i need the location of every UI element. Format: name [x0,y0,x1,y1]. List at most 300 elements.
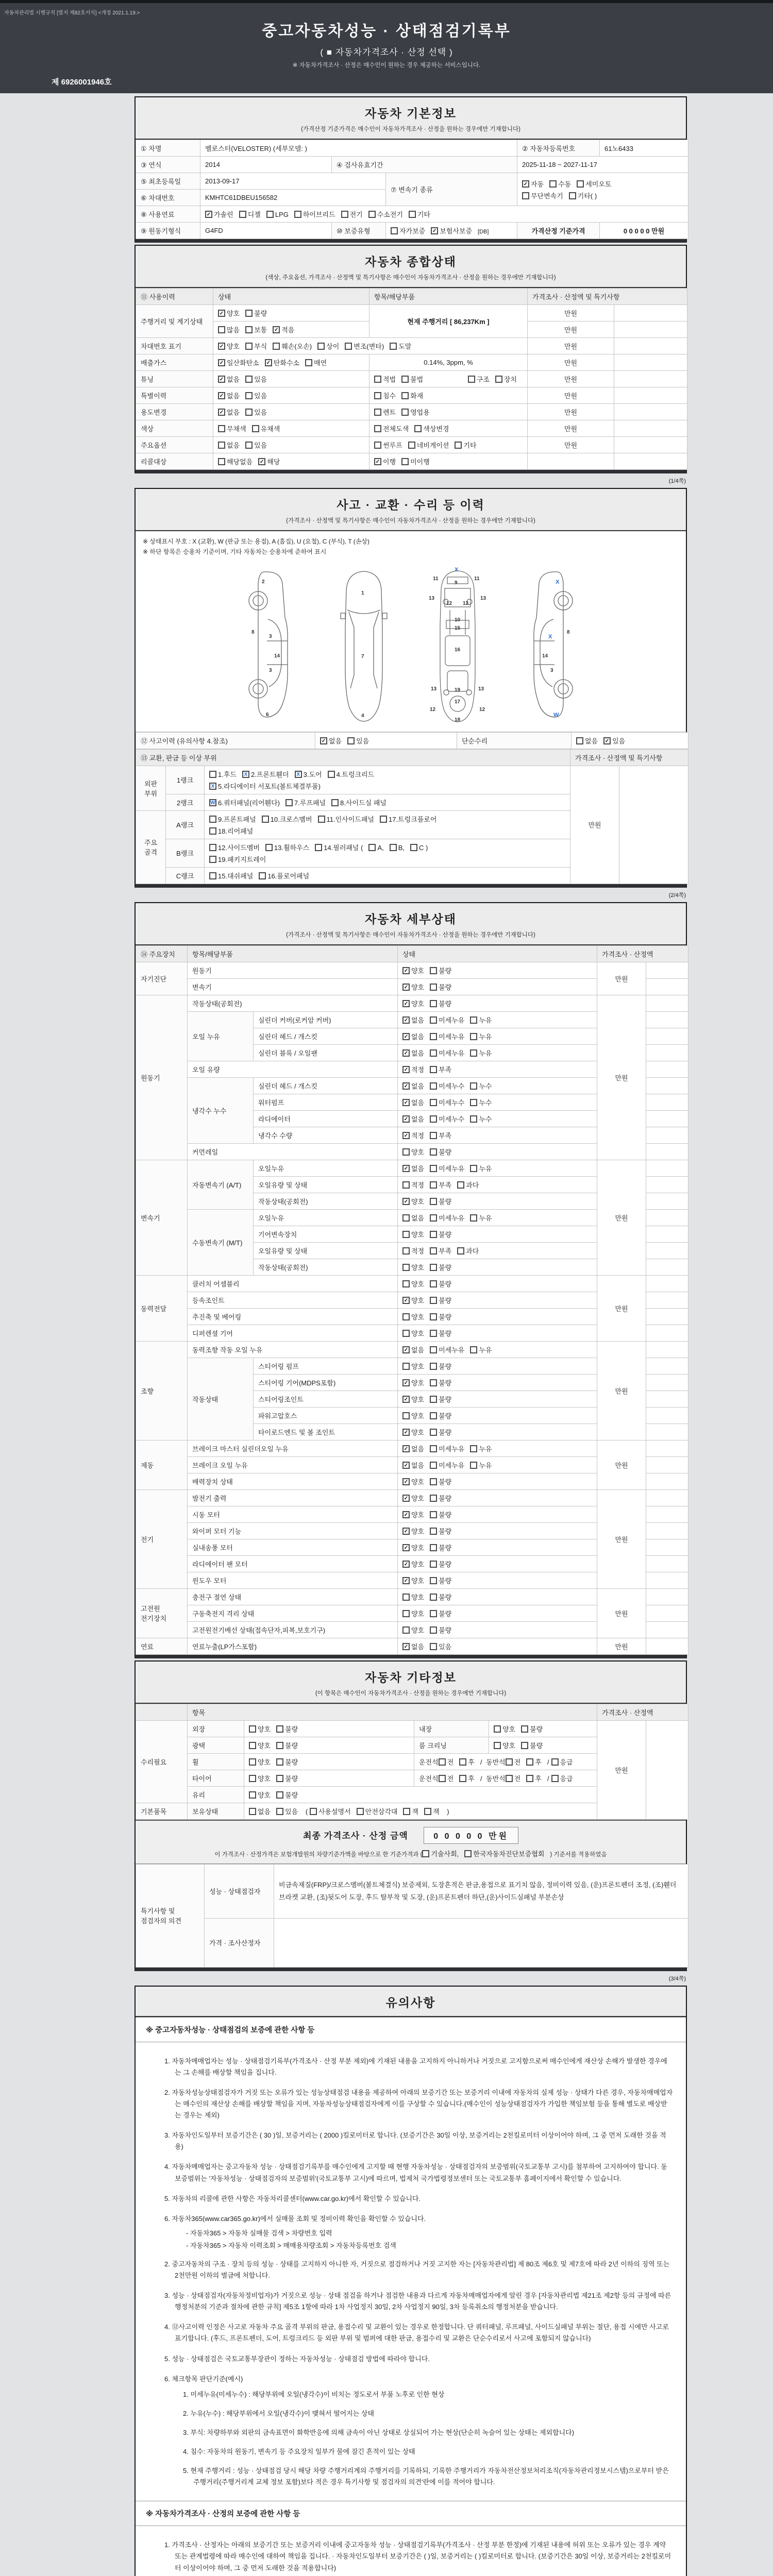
checkbox-option[interactable] [209,769,237,779]
checkbox[interactable] [455,442,462,449]
checkbox-option[interactable] [430,998,451,1008]
checkbox-option[interactable] [205,209,233,219]
checkbox-option[interactable] [408,440,449,450]
checkbox[interactable] [401,409,409,416]
checkbox-option[interactable] [218,374,240,384]
checkbox[interactable] [457,1247,464,1255]
checkbox-option[interactable] [402,965,424,975]
checkbox[interactable] [457,1181,464,1189]
checkbox-option[interactable] [522,191,563,200]
checkbox-option[interactable] [430,1130,451,1140]
checkbox-option[interactable] [439,1773,454,1783]
checkbox-option[interactable] [218,407,240,417]
checkbox-option[interactable] [430,1312,451,1321]
checkbox-option[interactable] [430,1295,451,1305]
checkbox[interactable]: ✓ [402,1643,410,1650]
checkbox[interactable]: ✓ [402,1016,410,1024]
checkbox-option[interactable] [439,1757,454,1767]
checkbox[interactable] [209,816,216,823]
checkbox[interactable] [401,392,409,399]
checkbox-option[interactable] [391,226,425,235]
checkbox-option[interactable] [402,998,424,1008]
checkbox-option[interactable] [402,1477,424,1486]
checkbox[interactable] [430,1000,437,1007]
checkbox-option[interactable] [430,1031,464,1041]
checkbox[interactable] [430,1132,437,1139]
checkbox[interactable] [374,392,381,399]
checkbox-option[interactable] [470,1163,492,1173]
checkbox[interactable] [430,1330,437,1337]
checkbox-option[interactable] [551,1773,573,1783]
checkbox-option[interactable] [209,814,256,824]
checkbox[interactable] [506,1758,513,1766]
checkbox[interactable]: ✓ [402,1297,410,1304]
checkbox[interactable] [317,343,325,350]
checkbox-option[interactable] [414,423,449,433]
checkbox-option[interactable] [551,1757,573,1767]
checkbox[interactable] [259,872,266,879]
checkbox[interactable]: ✓ [402,1511,410,1518]
checkbox[interactable]: ✓ [402,1082,410,1090]
checkbox[interactable] [315,844,322,851]
checkbox[interactable]: ✓ [402,1115,410,1123]
checkbox[interactable] [218,326,225,333]
checkbox[interactable] [276,1808,283,1815]
checkbox-option[interactable] [285,798,326,807]
checkbox-option[interactable] [374,456,396,466]
checkbox[interactable] [430,1247,437,1255]
checkbox[interactable] [494,1742,501,1749]
checkbox-option[interactable] [374,391,396,400]
checkbox[interactable] [266,211,274,218]
checkbox-option[interactable] [402,1213,424,1223]
checkbox[interactable] [470,1346,477,1353]
checkbox-option[interactable] [402,1345,424,1354]
checkbox-option[interactable] [209,798,280,807]
checkbox[interactable] [402,1181,410,1189]
checkbox-option[interactable] [402,1510,424,1519]
checkbox[interactable] [402,1412,410,1419]
checkbox[interactable] [374,425,381,432]
checkbox[interactable] [430,1066,437,1073]
checkbox[interactable]: ✓ [402,1066,410,1073]
checkbox-option[interactable] [276,1790,298,1800]
checkbox-option[interactable] [276,1773,298,1783]
checkbox[interactable] [209,844,216,851]
checkbox[interactable] [424,1808,431,1815]
checkbox-option[interactable] [402,1543,424,1552]
checkbox-option[interactable] [374,407,396,417]
checkbox-option[interactable] [401,456,430,466]
checkbox[interactable]: ✓ [402,1132,410,1139]
checkbox-option[interactable] [430,1559,451,1569]
checkbox[interactable] [273,343,280,350]
checkbox-option[interactable] [430,1279,451,1289]
checkbox[interactable] [430,1396,437,1403]
checkbox-option[interactable] [239,209,261,219]
checkbox[interactable] [328,771,335,778]
checkbox[interactable] [521,1725,528,1733]
checkbox-option[interactable] [494,1724,515,1734]
checkbox[interactable] [506,1775,513,1782]
checkbox[interactable] [430,1033,437,1040]
checkbox[interactable] [402,1231,410,1238]
checkbox[interactable] [522,192,529,199]
checkbox[interactable] [402,1280,410,1287]
checkbox[interactable] [430,1544,437,1551]
checkbox-option[interactable] [209,842,260,852]
checkbox[interactable] [249,1758,256,1766]
checkbox[interactable] [470,1033,477,1040]
checkbox[interactable]: ✓ [402,1528,410,1535]
checkbox[interactable] [422,1850,429,1857]
checkbox-option[interactable] [245,391,267,400]
checkbox-option[interactable] [430,1081,464,1091]
checkbox-option[interactable] [328,769,375,779]
checkbox[interactable]: ✓ [402,1049,410,1057]
checkbox-option[interactable] [402,1130,424,1140]
checkbox[interactable] [368,211,376,218]
checkbox[interactable] [408,442,415,449]
checkbox[interactable] [430,1462,437,1469]
checkbox[interactable] [249,1725,256,1733]
checkbox-option[interactable] [341,209,363,219]
checkbox[interactable] [410,844,417,851]
checkbox[interactable] [430,1610,437,1617]
checkbox[interactable] [414,425,422,432]
checkbox[interactable] [249,1775,256,1782]
checkbox[interactable] [430,1231,437,1238]
checkbox-option[interactable] [470,1031,492,1041]
checkbox-option[interactable] [345,341,384,351]
checkbox-option[interactable] [577,179,611,189]
checkbox-option[interactable] [576,736,598,745]
checkbox-option[interactable] [569,191,597,200]
checkbox-option[interactable] [526,1757,542,1767]
checkbox-option[interactable] [276,1757,298,1767]
checkbox[interactable] [249,1808,256,1815]
checkbox[interactable] [368,844,376,851]
checkbox-option[interactable] [603,736,625,745]
checkbox-option[interactable] [470,1213,492,1223]
checkbox-option[interactable] [430,1213,464,1223]
checkbox[interactable] [285,799,293,806]
checkbox-option[interactable] [402,1081,424,1091]
checkbox[interactable] [402,1330,410,1337]
checkbox[interactable]: ✓ [273,326,280,333]
checkbox[interactable] [245,376,253,383]
checkbox-option[interactable] [357,1806,398,1816]
checkbox[interactable]: ✓ [218,310,225,317]
checkbox[interactable] [347,737,355,744]
checkbox[interactable] [402,1264,410,1271]
checkbox-option[interactable] [245,374,267,384]
checkbox[interactable] [430,1346,437,1353]
checkbox[interactable] [430,1445,437,1452]
checkbox-option[interactable] [430,1262,451,1272]
checkbox-option[interactable] [457,1246,479,1256]
checkbox[interactable] [526,1775,533,1782]
checkbox[interactable] [430,1511,437,1518]
checkbox[interactable] [331,799,339,806]
checkbox[interactable] [430,1429,437,1436]
checkbox-option[interactable] [455,440,476,450]
checkbox[interactable]: ✓ [402,1033,410,1040]
checkbox-option[interactable] [464,1849,544,1858]
checkbox-option[interactable] [470,1097,492,1107]
checkbox[interactable] [430,1165,437,1172]
checkbox[interactable]: ✓ [265,359,272,366]
checkbox[interactable] [521,1742,528,1749]
checkbox-option[interactable] [430,1328,451,1338]
checkbox-option[interactable] [402,1147,424,1157]
checkbox[interactable] [430,1082,437,1090]
checkbox[interactable]: ✓ [431,227,438,234]
checkbox-option[interactable] [218,325,240,334]
checkbox[interactable] [430,1643,437,1650]
checkbox-option[interactable] [245,440,267,450]
checkbox[interactable] [430,1478,437,1485]
checkbox-option[interactable] [368,844,383,852]
checkbox-option[interactable] [526,1773,542,1783]
checkbox-option[interactable] [430,1229,451,1239]
checkbox-option[interactable] [430,1608,451,1618]
checkbox-option[interactable] [218,308,240,318]
checkbox-option[interactable] [470,1015,492,1025]
checkbox-option[interactable] [470,1114,492,1124]
checkbox[interactable] [345,343,352,350]
checkbox-option[interactable] [424,1806,440,1816]
checkbox-option[interactable] [431,226,472,235]
checkbox[interactable] [430,1099,437,1106]
checkbox[interactable] [402,1610,410,1617]
checkbox-option[interactable] [402,1460,424,1470]
checkbox[interactable] [374,409,381,416]
checkbox-option[interactable] [402,1262,424,1272]
checkbox-option[interactable] [374,374,396,384]
checkbox-option[interactable] [402,1031,424,1041]
checkbox[interactable] [380,816,387,823]
checkbox-option[interactable] [209,854,266,864]
checkbox[interactable] [494,1725,501,1733]
checkbox[interactable] [209,771,216,778]
checkbox-option[interactable] [402,982,424,992]
checkbox-option[interactable] [521,1740,543,1750]
checkbox[interactable] [430,1313,437,1320]
checkbox-option[interactable] [430,1097,464,1107]
checkbox[interactable] [430,1594,437,1601]
checkbox[interactable] [374,442,381,449]
checkbox[interactable] [252,425,259,432]
checkbox[interactable] [341,211,348,218]
checkbox-option[interactable] [521,1724,543,1734]
checkbox-option[interactable] [249,1806,271,1816]
checkbox-option[interactable] [430,1064,451,1074]
checkbox-option[interactable] [403,1806,418,1816]
checkbox[interactable] [439,1775,446,1782]
checkbox-option[interactable] [402,1097,424,1107]
checkbox[interactable] [218,458,225,465]
checkbox[interactable] [430,1626,437,1634]
checkbox[interactable] [430,1363,437,1370]
checkbox-option[interactable] [276,1806,298,1816]
checkbox[interactable] [390,844,397,851]
checkbox[interactable] [245,392,253,399]
checkbox[interactable] [218,442,225,449]
checkbox[interactable]: ✓ [402,1445,410,1452]
checkbox-option[interactable] [218,358,259,367]
checkbox[interactable] [430,1198,437,1205]
checkbox-option[interactable] [265,842,309,852]
checkbox-option[interactable] [430,1180,451,1190]
checkbox-option[interactable] [218,341,240,351]
checkbox-option[interactable] [315,842,363,852]
checkbox[interactable]: ✓ [218,392,225,399]
checkbox[interactable]: ✓ [402,1000,410,1007]
checkbox[interactable] [470,1445,477,1452]
checkbox[interactable] [402,1313,410,1320]
checkbox-option[interactable] [209,781,321,791]
checkbox-option[interactable] [402,1312,424,1321]
checkbox[interactable]: ✓ [402,1099,410,1106]
checkbox-option[interactable] [402,1641,424,1651]
checkbox-option[interactable] [374,423,409,433]
checkbox[interactable]: ✓ [402,1198,410,1205]
checkbox[interactable] [430,984,437,991]
checkbox[interactable] [318,816,325,823]
checkbox[interactable] [245,442,253,449]
checkbox-option[interactable] [470,1444,492,1453]
checkbox-option[interactable] [402,1427,424,1437]
checkbox[interactable] [470,1115,477,1123]
checkbox-option[interactable] [331,798,386,807]
checkbox-option[interactable] [402,1411,424,1420]
checkbox-option[interactable] [294,209,335,219]
checkbox[interactable] [374,376,381,383]
checkbox[interactable]: ✓ [258,458,265,465]
checkbox-option[interactable] [249,1757,271,1767]
checkbox-option[interactable] [310,1806,351,1816]
checkbox[interactable] [403,1808,410,1815]
checkbox-option[interactable] [470,1460,492,1470]
checkbox-option[interactable] [549,179,571,189]
checkbox[interactable]: ✓ [402,1462,410,1469]
checkbox-option[interactable] [422,1849,459,1858]
checkbox-option[interactable] [245,308,267,318]
checkbox[interactable] [245,310,253,317]
checkbox[interactable] [276,1725,283,1733]
checkbox-option[interactable] [402,1279,424,1289]
checkbox[interactable] [430,1115,437,1123]
checkbox[interactable] [495,376,502,383]
checkbox-option[interactable] [318,814,374,824]
checkbox-option[interactable] [430,982,451,992]
checkbox[interactable]: ✓ [402,1495,410,1502]
checkbox[interactable] [430,1297,437,1304]
checkbox-option[interactable] [402,1361,424,1371]
checkbox[interactable] [430,1016,437,1024]
checkbox-option[interactable] [276,1740,298,1750]
checkbox-option[interactable] [380,814,436,824]
checkbox-option[interactable] [402,1163,424,1173]
checkbox-option[interactable] [522,179,544,189]
checkbox[interactable] [551,1758,559,1766]
checkbox-option[interactable] [245,325,267,334]
checkbox-option[interactable] [245,341,267,351]
checkbox-option[interactable] [430,1015,464,1025]
checkbox[interactable] [470,1165,477,1172]
checkbox-option[interactable] [430,1526,451,1536]
checkbox-option[interactable] [390,844,405,852]
checkbox[interactable] [239,211,246,218]
checkbox[interactable]: ✓ [603,737,611,744]
checkbox-option[interactable] [209,826,253,836]
checkbox-option[interactable] [494,1740,515,1750]
checkbox-option[interactable] [402,1394,424,1404]
checkbox-option[interactable] [430,1543,451,1552]
checkbox-option[interactable] [410,844,428,852]
checkbox[interactable] [430,1264,437,1271]
checkbox[interactable]: ✓ [522,180,529,188]
checkbox[interactable] [357,1808,364,1815]
checkbox-option[interactable] [495,374,517,384]
checkbox[interactable] [402,1247,410,1255]
checkbox[interactable] [249,1791,256,1799]
checkbox[interactable]: ✓ [402,967,410,974]
checkbox-option[interactable] [430,1394,451,1404]
checkbox[interactable] [391,227,398,234]
checkbox[interactable] [470,1099,477,1106]
checkbox-option[interactable] [265,358,299,367]
checkbox-option[interactable] [402,1048,424,1058]
checkbox-option[interactable] [249,1790,271,1800]
checkbox-option[interactable] [347,736,369,745]
checkbox[interactable]: X [209,783,216,790]
checkbox[interactable] [470,1462,477,1469]
checkbox-option[interactable] [320,736,342,745]
checkbox[interactable] [209,827,216,835]
checkbox-option[interactable] [249,1773,271,1783]
checkbox[interactable]: ✓ [402,1429,410,1436]
checkbox[interactable]: ✓ [205,211,212,218]
checkbox-option[interactable] [252,423,280,433]
checkbox-option[interactable] [305,358,327,367]
checkbox[interactable]: ✓ [402,1346,410,1353]
checkbox-option[interactable] [218,456,253,466]
checkbox[interactable] [402,1363,410,1370]
checkbox-option[interactable] [430,1163,464,1173]
checkbox[interactable] [430,1379,437,1386]
checkbox[interactable] [310,1808,317,1815]
checkbox[interactable]: ✓ [402,1478,410,1485]
checkbox[interactable] [470,1214,477,1222]
checkbox-option[interactable] [401,407,430,417]
checkbox[interactable] [276,1742,283,1749]
checkbox-option[interactable] [459,1757,475,1767]
checkbox[interactable] [470,1016,477,1024]
checkbox-option[interactable] [430,1510,451,1519]
checkbox-option[interactable] [402,1526,424,1536]
checkbox[interactable] [430,1561,437,1568]
checkbox[interactable]: ✓ [402,984,410,991]
checkbox-option[interactable] [249,1740,271,1750]
checkbox[interactable] [569,192,576,199]
checkbox[interactable] [470,1049,477,1057]
checkbox[interactable] [402,1214,410,1222]
checkbox-option[interactable] [459,1773,475,1783]
checkbox[interactable] [549,180,557,188]
checkbox[interactable] [209,872,216,879]
